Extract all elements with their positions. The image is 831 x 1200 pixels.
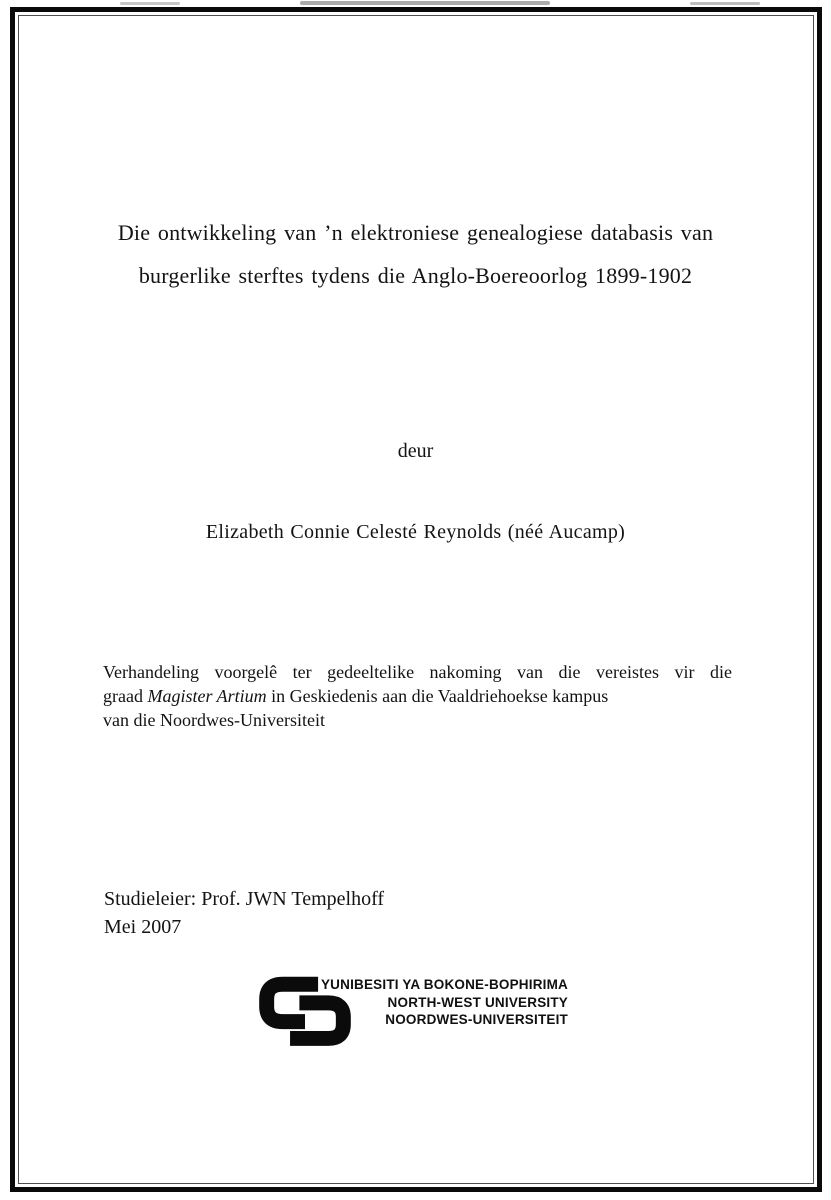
logo-text-line-2: NORTH-WEST UNIVERSITY <box>387 994 568 1010</box>
scan-artifact <box>300 1 550 5</box>
supervisor-line: Studieleier: Prof. JWN Tempelhoff <box>104 888 385 910</box>
statement-degree-name: Magister Artium <box>147 686 267 706</box>
logo-text-line-3: NOORDWES-UNIVERSITEIT <box>385 1012 568 1027</box>
logo-text-line-1: YUNIBESITI YA BOKONE-BOPHIRIMA <box>320 977 568 992</box>
statement-line-2-rest: in Geskiedenis aan die Vaaldriehoekse kampus <box>266 686 609 706</box>
university-logo <box>258 973 580 1063</box>
author-name: Elizabeth Connie Celesté Reynolds (néé Aucamp) <box>205 521 626 543</box>
scan-artifact <box>120 2 180 5</box>
title-line-2: burgerlike sterftes tydens die Anglo-Boereoorlog 1899-1902 <box>138 263 693 288</box>
thesis-statement <box>103 660 732 732</box>
statement-line-2-start: graad <box>103 686 148 706</box>
byline-deur: deur <box>397 440 434 462</box>
title-line-1: Die ontwikkeling van ’n elektroniese genealogiese databasis van <box>117 220 714 245</box>
scan-artifact <box>690 2 760 5</box>
statement-line-3: van die Noordwes-Universiteit <box>103 710 325 730</box>
statement-line-2 <box>103 684 732 708</box>
statement-line-1: Verhandeling voorgelê ter gedeeltelike nakoming van die vereistes vir die <box>103 662 732 682</box>
thesis-title <box>70 211 761 297</box>
logo-wordmark <box>306 976 568 1029</box>
date-line: Mei 2007 <box>104 916 182 938</box>
